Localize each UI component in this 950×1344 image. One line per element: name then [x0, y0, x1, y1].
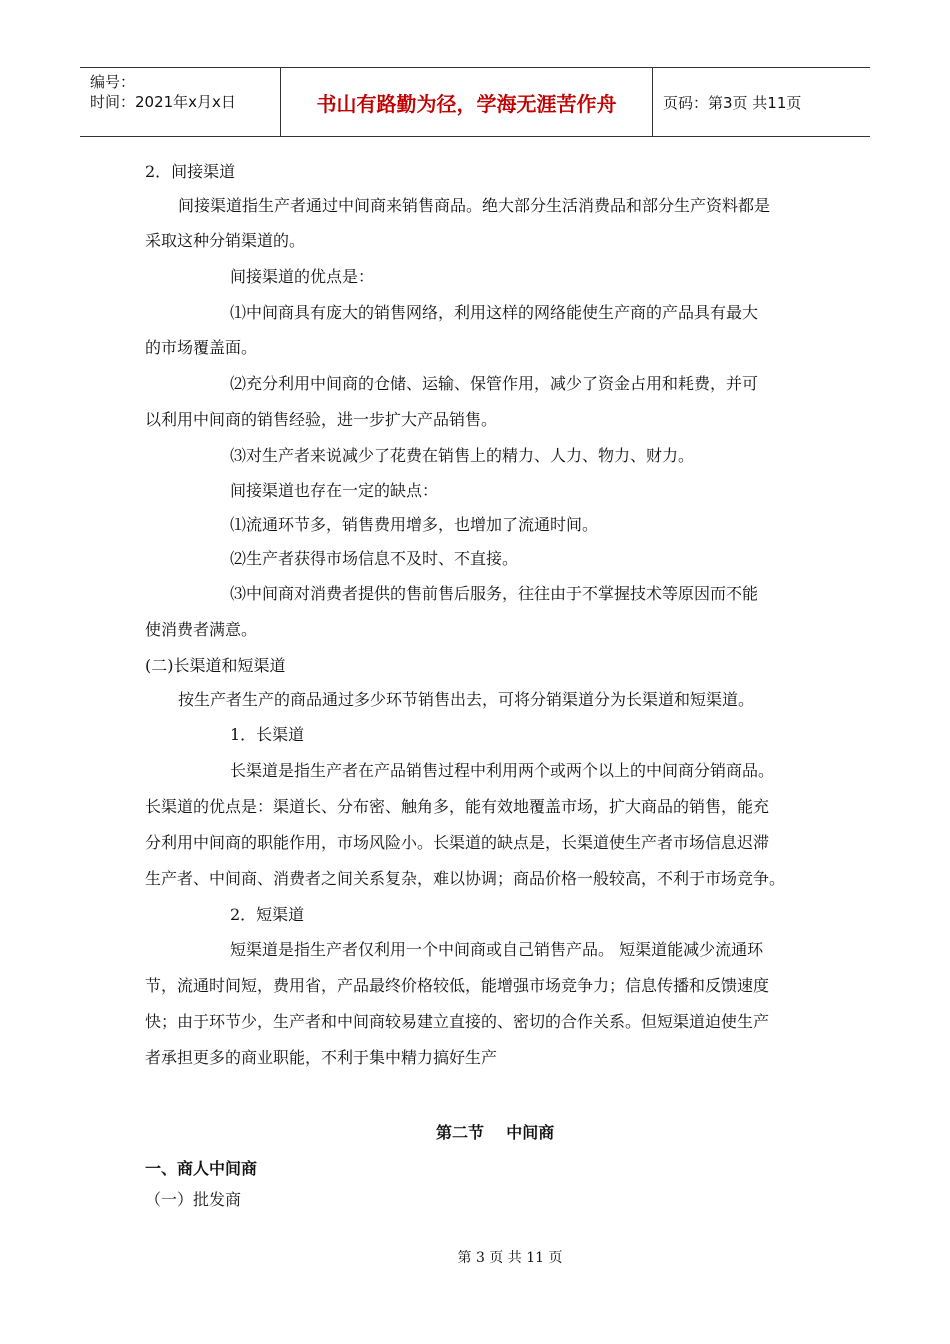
- header-motto: 书山有路勤为径，学海无涯苦作舟: [280, 68, 653, 136]
- paragraph-line: ⑵生产者获得市场信息不及时、不直接。: [230, 549, 519, 568]
- paragraph-line: 使消费者满意。: [145, 620, 258, 639]
- paragraph-line: 长渠道的优点是：渠道长、分布密、触角多，能有效地覆盖市场，扩大商品的销售，能充: [145, 797, 770, 816]
- paragraph-line: 生产者、中间商、消费者之间关系复杂，难以协调；商品价格一般较高，不利于市场竞争。: [145, 869, 786, 888]
- header-page-info: 页码：第3页 共11页: [663, 93, 802, 112]
- number-label: 编号：: [90, 73, 136, 91]
- paragraph-line: ⑴流通环节多，销售费用增多，也增加了流通时间。: [230, 515, 599, 534]
- page-footer: 第 3 页 共 11 页: [457, 1250, 563, 1266]
- item-wholesaler: （一）批发商: [145, 1190, 242, 1209]
- heading-indirect-channel: 2．间接渠道: [145, 162, 236, 181]
- paragraph-line: ⑶对生产者来说减少了花费在销售上的精力、人力、物力、财力。: [230, 446, 695, 465]
- page-header: [80, 67, 870, 137]
- heading-short-channel: 2．短渠道: [230, 905, 305, 924]
- paragraph-line: ⑵充分利用中间商的仓储、运输、保管作用，减少了资金占用和耗费，并可: [230, 374, 759, 393]
- subheading-merchant-intermediary: 一、商人中间商: [145, 1159, 258, 1178]
- paragraph-line: 快；由于环节少，生产者和中间商较易建立直接的、密切的合作关系。但短渠道迫使生产: [145, 1012, 770, 1031]
- paragraph-line: 者承担更多的商业职能，不利于集中精力搞好生产: [145, 1048, 498, 1067]
- paragraph-line: 长渠道是指生产者在产品销售过程中利用两个或两个以上的中间商分销商品。: [230, 761, 775, 780]
- paragraph-line: 按生产者生产的商品通过多少环节销售出去，可将分销渠道分为长渠道和短渠道。: [178, 690, 755, 709]
- paragraph-line: 节，流通时间短，费用省，产品最终价格较低，能增强市场竞争力；信息传播和反馈速度: [145, 976, 770, 995]
- paragraph-line: 间接渠道的优点是：: [230, 267, 375, 286]
- paragraph-line: 以利用中间商的销售经验，进一步扩大产品销售。: [145, 410, 498, 429]
- header-meta: [80, 68, 280, 136]
- paragraph-line: 分利用中间商的职能作用，市场风险小。长渠道的缺点是，长渠道使生产者市场信息迟滞: [145, 833, 770, 852]
- paragraph-line: ⑶中间商对消费者提供的售前售后服务，往往由于不掌握技术等原因而不能: [230, 584, 759, 603]
- paragraph-line: 采取这种分销渠道的。: [145, 231, 306, 250]
- paragraph-line: 间接渠道指生产者通过中间商来销售商品。绝大部分生活消费品和部分生产资料都是: [178, 196, 771, 215]
- paragraph-line: 间接渠道也存在一定的缺点：: [230, 481, 439, 500]
- heading-long-short-channel: (二)长渠道和短渠道: [145, 656, 286, 675]
- paragraph-line: 的市场覆盖面。: [145, 338, 258, 357]
- paragraph-line: ⑴中间商具有庞大的销售网络，利用这样的网络能使生产商的产品具有最大: [230, 303, 759, 322]
- section-title: 第二节 中间商: [436, 1123, 555, 1142]
- heading-long-channel: 1．长渠道: [230, 725, 305, 744]
- paragraph-line: 短渠道是指生产者仅利用一个中间商或自己销售产品。 短渠道能减少流通环: [230, 940, 764, 959]
- time-label: 时间：2021年x月x日: [90, 93, 236, 111]
